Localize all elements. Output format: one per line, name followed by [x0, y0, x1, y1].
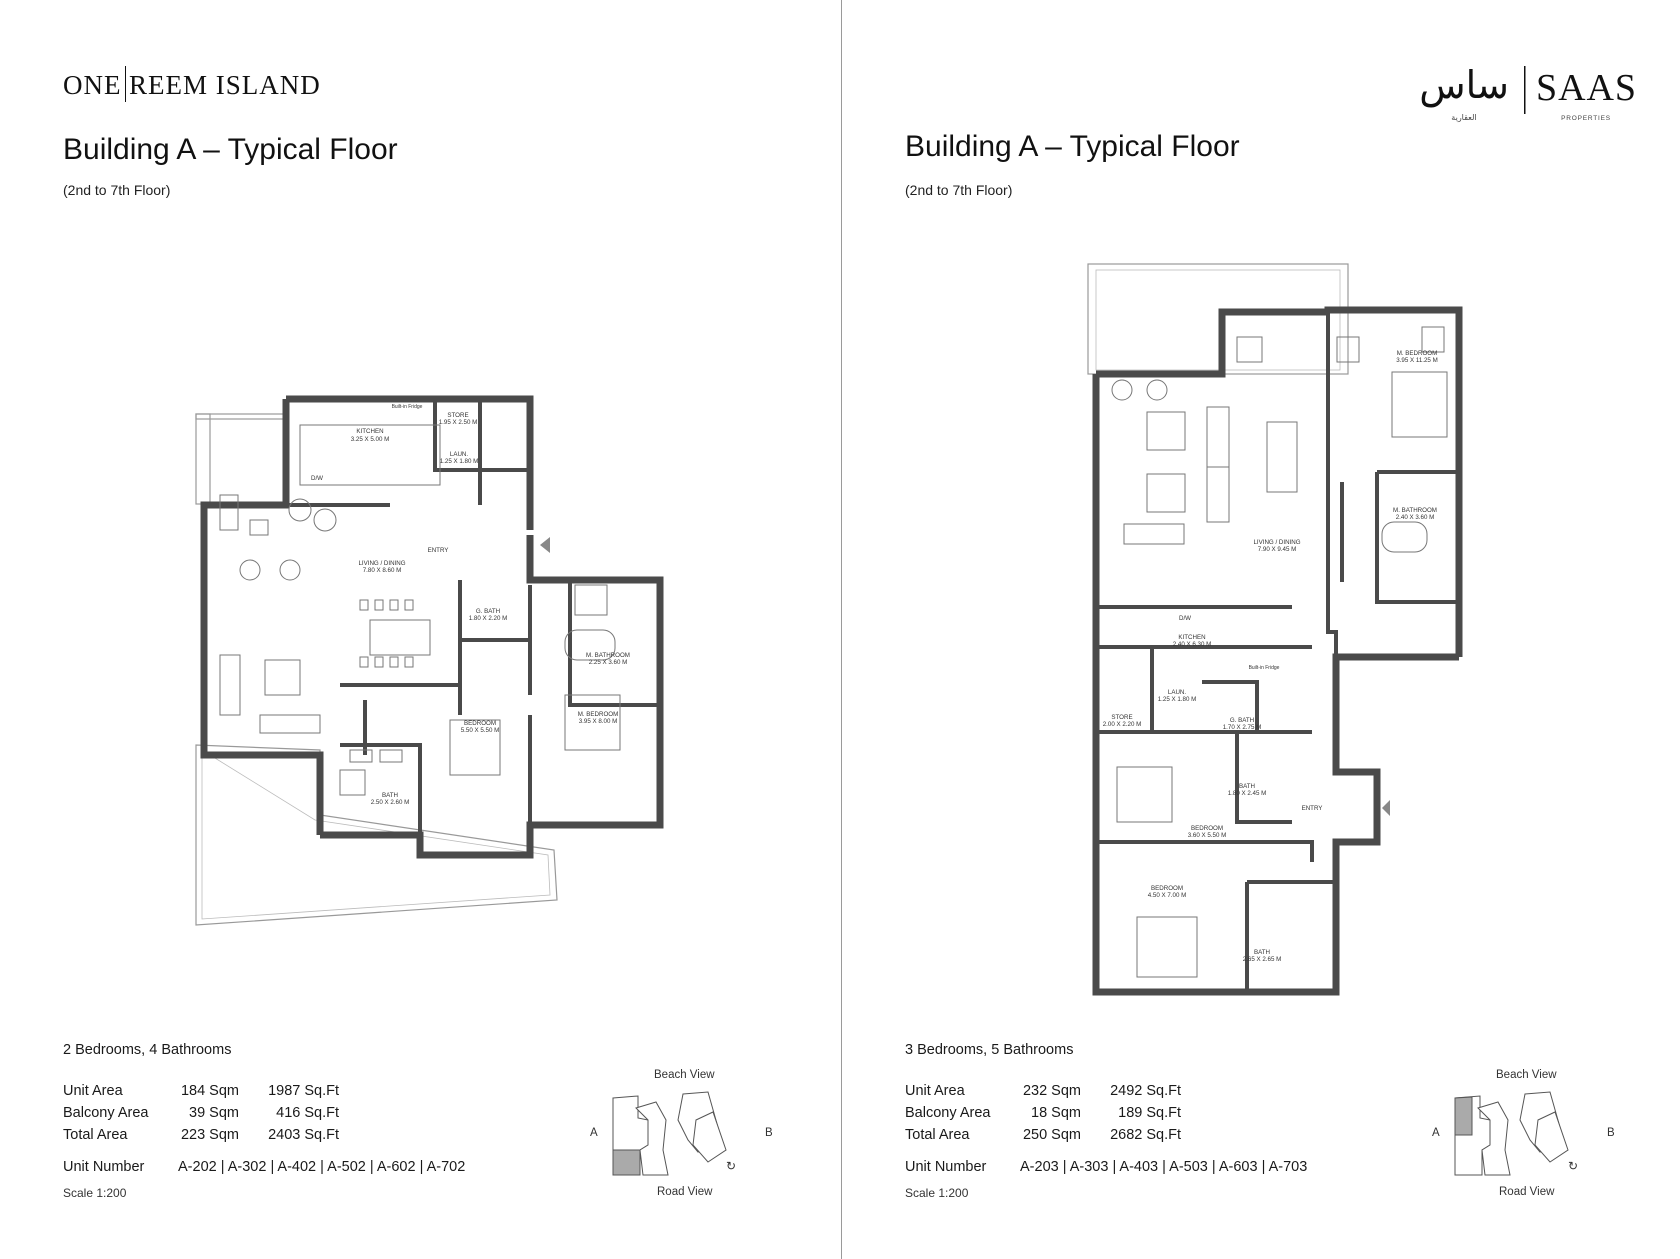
room-laundry-right: LAUN.: [1167, 689, 1187, 696]
key-b-label: B: [765, 1127, 773, 1139]
beach-view-label: Beach View: [654, 1069, 715, 1081]
beach-view-label: Beach View: [1496, 1069, 1557, 1081]
area-row: Total Area 250 Sqm 2682 Sq.Ft: [905, 1127, 1181, 1143]
room-bath2-right: BATH: [1253, 949, 1271, 956]
room-living-left: LIVING / DINING: [358, 560, 406, 567]
room-mbathroom-left: M. BATHROOM: [586, 652, 630, 659]
svg-text:3.95 X 11.25 M: 3.95 X 11.25 M: [1396, 357, 1438, 364]
saas-properties-logo: [1414, 62, 1644, 124]
svg-text:2.50 X 2.60 M: 2.50 X 2.60 M: [370, 799, 410, 806]
area-table-left: [63, 1083, 339, 1149]
svg-text:1.70 X 2.75 M: 1.70 X 2.75 M: [1222, 724, 1262, 731]
label-dw-left: D/W: [310, 475, 324, 482]
area-row: Unit Area 232 Sqm 2492 Sq.Ft: [905, 1083, 1181, 1099]
bedrooms-bathrooms: 3 Bedrooms, 5 Bathrooms: [905, 1042, 1074, 1058]
room-bedroom3-right: BEDROOM: [1151, 885, 1183, 892]
page-subtitle: (2nd to 7th Floor): [63, 182, 171, 198]
room-bedroom2-right: BEDROOM: [1191, 825, 1223, 832]
svg-text:2.40 X 6.30 M: 2.40 X 6.30 M: [1172, 641, 1212, 648]
unit-number-label: Unit Number: [63, 1159, 145, 1175]
key-plan-left: [608, 1090, 738, 1190]
key-b-label: B: [1607, 1127, 1615, 1139]
svg-text:2.00 X 2.20 M: 2.00 X 2.20 M: [1102, 721, 1142, 728]
svg-text:2.25 X 3.60 M: 2.25 X 3.60 M: [588, 659, 628, 666]
highlight-unit: [613, 1150, 640, 1175]
brand-one: ONE: [63, 70, 122, 100]
floor-plan-right: [1082, 262, 1438, 1002]
north-arrow-icon: ↻: [726, 1159, 737, 1173]
svg-text:7.80 X 8.60 M: 7.80 X 8.60 M: [362, 567, 402, 574]
key-a-label: A: [1432, 1127, 1440, 1139]
road-view-label: Road View: [1499, 1186, 1555, 1198]
svg-text:3.95 X 8.00 M: 3.95 X 8.00 M: [578, 718, 618, 725]
svg-text:العقارية: العقارية: [1451, 113, 1477, 122]
svg-text:1.95 X 2.50 M: 1.95 X 2.50 M: [438, 419, 478, 426]
room-bedroom-left: BEDROOM: [464, 720, 496, 727]
svg-text:1.25 X 1.80 M: 1.25 X 1.80 M: [439, 458, 479, 465]
svg-text:PROPERTIES: PROPERTIES: [1561, 115, 1611, 122]
label-entry-right: ENTRY: [1301, 805, 1323, 812]
svg-text:5.50 X 5.50 M: 5.50 X 5.50 M: [460, 727, 500, 734]
room-bath-left: BATH: [381, 792, 399, 799]
road-view-label: Road View: [657, 1186, 713, 1198]
page-title: Building A – Typical Floor: [63, 133, 398, 166]
svg-text:3.60 X 5.50 M: 3.60 X 5.50 M: [1187, 832, 1227, 839]
unit-number-label: Unit Number: [905, 1159, 987, 1175]
room-store-left: STORE: [447, 412, 469, 419]
page-subtitle: (2nd to 7th Floor): [905, 182, 1013, 198]
entry-arrow-icon: [1382, 800, 1390, 816]
area-row: Balcony Area 18 Sqm 189 Sq.Ft: [905, 1105, 1181, 1121]
one-reem-island-logo: [63, 66, 321, 102]
svg-text:SAAS: SAAS: [1536, 67, 1636, 109]
svg-text:1.25 X 1.80 M: 1.25 X 1.80 M: [1157, 696, 1197, 703]
room-store-right: STORE: [1111, 714, 1133, 721]
unit-numbers: A-203 | A-303 | A-403 | A-503 | A-603 | A-703: [1020, 1159, 1308, 1175]
unit-numbers: A-202 | A-302 | A-402 | A-502 | A-602 | A-702: [178, 1159, 466, 1175]
svg-text:7.90 X 9.45 M: 7.90 X 9.45 M: [1257, 546, 1297, 553]
area-row: Unit Area 184 Sqm 1987 Sq.Ft: [63, 1083, 339, 1099]
svg-text:1.80 X 2.45 M: 1.80 X 2.45 M: [1227, 790, 1267, 797]
brand-reem-island: REEM ISLAND: [129, 70, 321, 100]
north-arrow-icon: ↻: [1568, 1159, 1579, 1173]
label-built-in-fridge-right: Built-in Fridge: [1248, 665, 1280, 671]
area-row: Balcony Area 39 Sqm 416 Sq.Ft: [63, 1105, 339, 1121]
bedrooms-bathrooms: 2 Bedrooms, 4 Bathrooms: [63, 1042, 232, 1058]
key-plan-right: [1450, 1090, 1580, 1190]
room-living-right: LIVING / DINING: [1253, 539, 1301, 546]
scale-label: Scale 1:200: [63, 1186, 127, 1200]
room-kitchen-right: KITCHEN: [1178, 634, 1206, 641]
room-mbathroom-right: M. BATHROOM: [1393, 507, 1437, 514]
floor-plan-left: [190, 395, 670, 935]
label-dw-right: D/W: [1178, 615, 1192, 622]
highlight-unit: [1455, 1097, 1472, 1135]
area-table-right: [905, 1083, 1181, 1149]
room-gbath-left: G. BATH: [475, 608, 501, 615]
svg-text:1.80 X 2.20 M: 1.80 X 2.20 M: [468, 615, 508, 622]
svg-text:2.40 X 3.60 M: 2.40 X 3.60 M: [1395, 514, 1435, 521]
label-built-in-fridge-left: Built-in Fridge: [391, 404, 423, 410]
svg-text:3.25 X 5.00 M: 3.25 X 5.00 M: [350, 436, 390, 443]
room-kitchen-left: KITCHEN: [356, 428, 384, 435]
svg-text:2.65 X 2.65 M: 2.65 X 2.65 M: [1242, 956, 1282, 963]
room-bath-right: BATH: [1238, 783, 1256, 790]
entry-arrow-icon: [540, 537, 550, 553]
right-page: [842, 0, 1680, 1259]
label-entry-left: ENTRY: [427, 547, 449, 554]
room-mbedroom-left: M. BEDROOM: [577, 711, 619, 718]
area-row: Total Area 223 Sqm 2403 Sq.Ft: [63, 1127, 339, 1143]
room-mbedroom-right: M. BEDROOM: [1396, 350, 1438, 357]
key-a-label: A: [590, 1127, 598, 1139]
scale-label: Scale 1:200: [905, 1186, 969, 1200]
room-laundry-left: LAUN.: [449, 451, 469, 458]
room-gbath-right: G. BATH: [1229, 717, 1255, 724]
svg-text:4.50 X 7.00 M: 4.50 X 7.00 M: [1147, 892, 1187, 899]
page-title: Building A – Typical Floor: [905, 130, 1240, 163]
svg-text:ساس: ساس: [1419, 63, 1509, 107]
